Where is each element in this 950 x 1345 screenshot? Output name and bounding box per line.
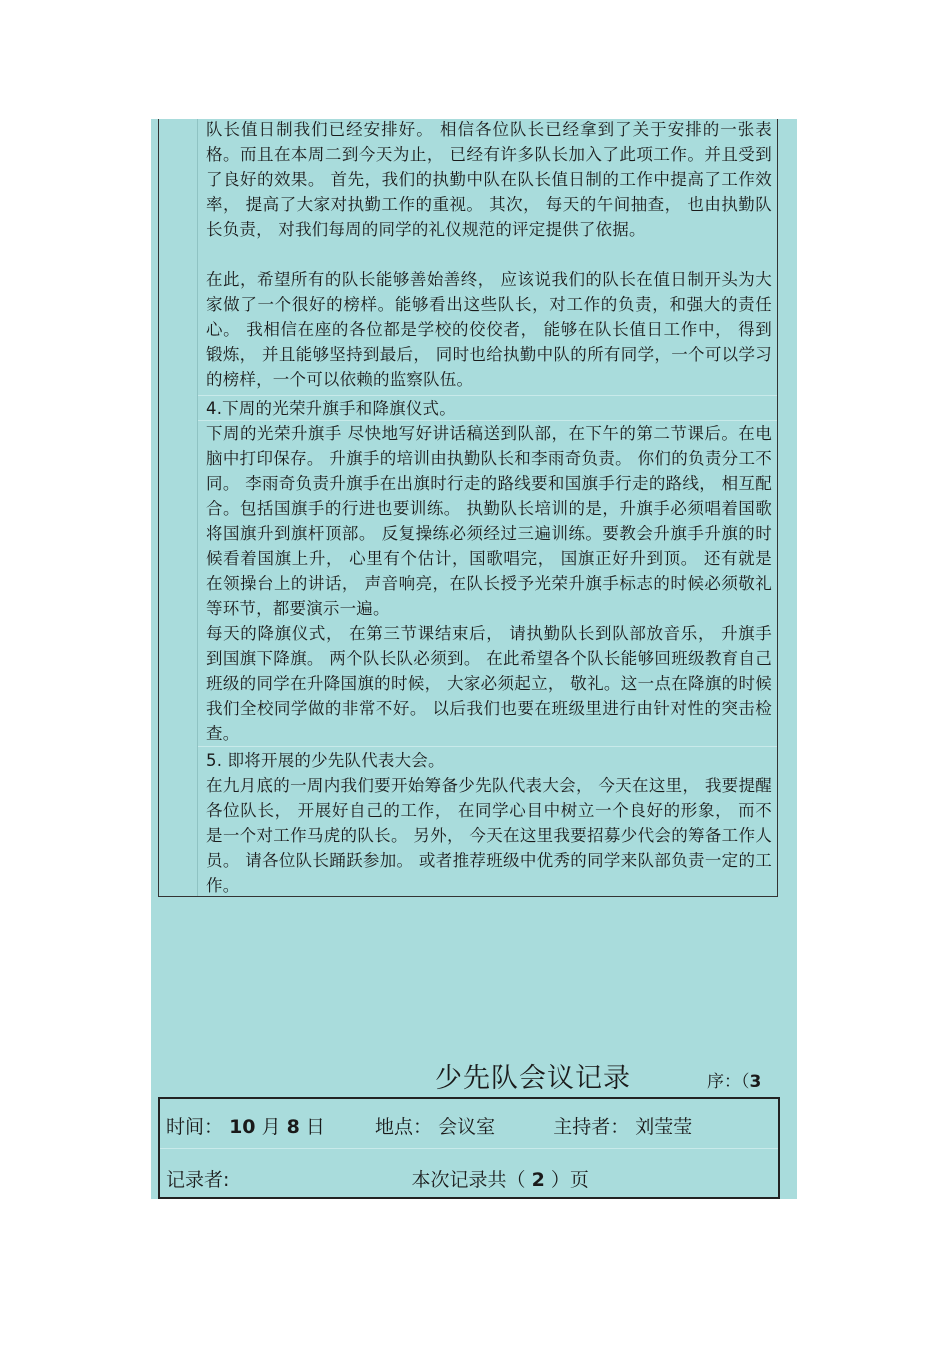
heading-item-4 xyxy=(206,396,772,421)
pages-suffix: ）页 xyxy=(550,1169,589,1191)
meeting-info-row-2 xyxy=(166,1165,589,1192)
heading-item-5 xyxy=(206,748,772,773)
heading-text: 5. 即将开展的少先队代表大会。 xyxy=(206,751,445,770)
paragraph-flag-raiser xyxy=(206,421,772,621)
paragraph-text: 下周的光荣升旗手 尽快地写好讲话稿送到队部，在下午的第二节课后。在电脑中打印保存。 升旗手的培训由执勤队长和李雨奇负责。 你们的负责分工不同。 李雨奇负责升旗手在出旗时行走的路线要和国旗手行走的路线， 相互配合。包括国旗手的行进也要训练。 执勤队长培训的是，升旗手必须唱着国歌将国旗升到旗杆顶部。 反复操练必须经过三遍训练。要教会升旗手升旗的时候看着国旗上升， 心里有个估计，国歌唱完， 国旗正好升到顶。 还有就是在领操台上的讲话， 声音响亮，在队长授予光荣升旗手标志的时候必须敬礼等环节，都要演示一遍。 xyxy=(206,424,772,618)
pages-prefix: 本次记录共（ xyxy=(411,1169,526,1191)
paragraph-text: 在九月底的一周内我们要开始筹备少先队代表大会， 今天在这里， 我要提醒各位队长， 开展好自己的工作， 在同学心目中树立一个良好的形象， 而不是一个对工作马虎的队长。 另外， 今天在这里我要招募少代会的筹备工作人员。 请各位队长踊跃参加。 或者推荐班级中优秀的同学来队部负责一定的工作。 xyxy=(206,776,772,895)
row-divider xyxy=(160,1148,778,1149)
paragraph-text: 队长值日制我们已经安排好。 相信各位队长已经拿到了关于安排的一张表格。而且在本周二到今天为止， 已经有许多队长加入了此项工作。并且受到了良好的效果。 首先，我们的执勤中队在队长值日制的工作中提高了工作效率， 提高了大家对执勤工作的重视。 其次， 每天的午间抽查， 也由执勤队长负责， 对我们每周的同学的礼仪规范的评定提供了依据。 xyxy=(206,120,772,239)
time-label: 时间： xyxy=(166,1116,224,1138)
time-day: 8 xyxy=(286,1116,300,1138)
heading-text: 4.下周的光荣升旗手和降旗仪式。 xyxy=(206,399,456,418)
record-title: 少先队会议记录 xyxy=(435,1063,631,1094)
time-day-unit: 日 xyxy=(305,1116,325,1138)
time-month-unit: 月 xyxy=(261,1116,281,1138)
place-label: 地点： xyxy=(375,1116,433,1138)
sequence-label xyxy=(707,1067,761,1092)
place-value: 会议室 xyxy=(438,1116,496,1138)
meeting-info-row-1 xyxy=(166,1112,692,1139)
recorder-label: 记录者: xyxy=(166,1169,230,1191)
paragraph-flag-lowering xyxy=(206,621,772,746)
host-value: 刘莹莹 xyxy=(635,1116,693,1138)
paragraph-hope xyxy=(206,267,772,392)
sequence-number: 3 xyxy=(749,1072,762,1092)
time-month: 10 xyxy=(229,1116,256,1138)
row-divider xyxy=(198,746,777,747)
paragraph-text: 在此，希望所有的队长能够善始善终， 应该说我们的队长在值日制开头为大家做了一个很好的榜样。能够看出这些队长，对工作的负责，和强大的责任心。 我相信在座的各位都是学校的佼佼者， 能够在队长值日工作中， 得到锻炼， 并且能够坚持到最后， 同时也给执勤中队的所有同学，一个可以学习的榜样，一个可以依赖的监察队伍。 xyxy=(206,270,772,389)
host-label: 主持者： xyxy=(553,1116,630,1138)
paragraph-congress xyxy=(206,773,772,898)
paragraph-text: 每天的降旗仪式， 在第三节课结束后， 请执勤队长到队部放音乐， 升旗手到国旗下降旗。 两个队长队必须到。 在此希望各个队长能够回班级教育自己班级的同学在升降国旗的时候， 大家必须起立， 敬礼。这一点在降旗的时候我们全校同学做的非常不好。 以后我们也要在班级里进行由针对性的突击检查。 xyxy=(206,624,772,743)
sequence-prefix: 序：（ xyxy=(707,1072,750,1092)
paragraph-duty-system xyxy=(206,117,772,242)
pages-count: 2 xyxy=(531,1169,545,1191)
